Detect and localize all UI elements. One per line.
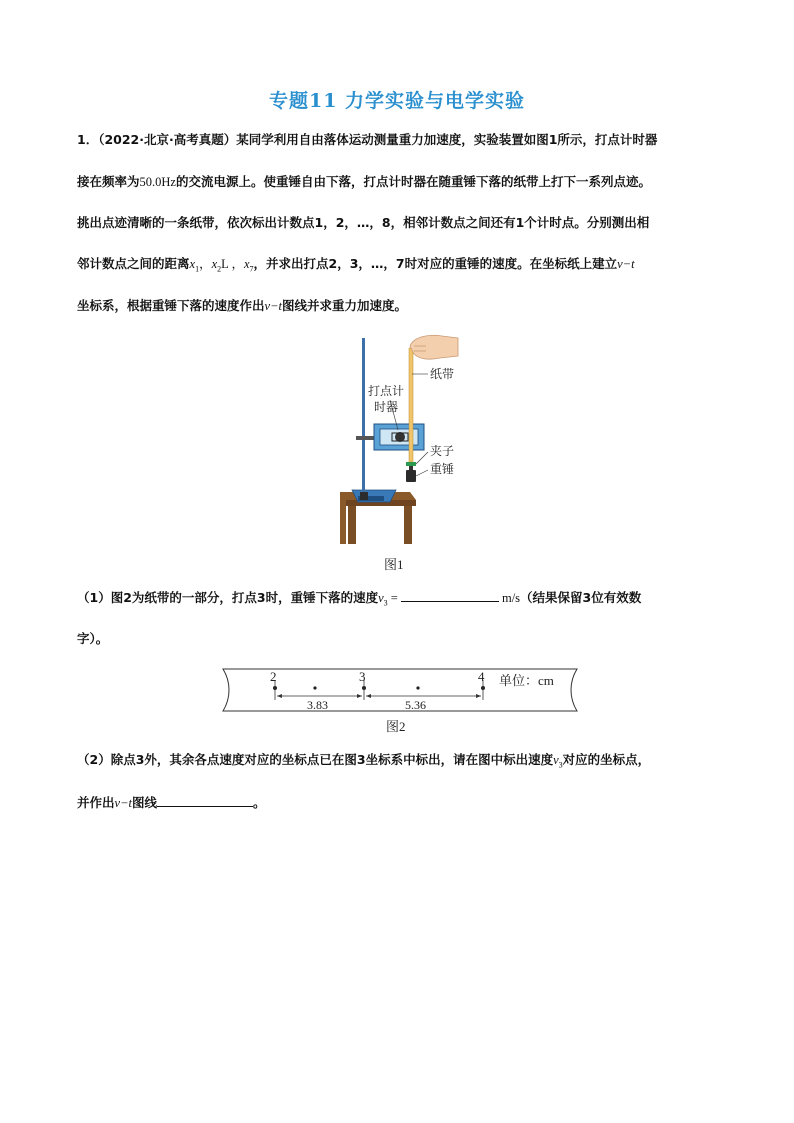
point-label-2: 2 — [270, 669, 277, 684]
part1-text-b: （结果保留3位有效数 — [520, 590, 642, 605]
weight-shape — [406, 470, 416, 482]
var-v3: v — [378, 591, 384, 605]
point-label-3: 3 — [359, 669, 366, 684]
part2-line2 — [77, 794, 727, 811]
var-x7: x — [243, 257, 250, 271]
tape-point — [416, 686, 419, 689]
label-weight: 重锤 — [430, 462, 455, 476]
timer-box — [374, 424, 424, 450]
unit-ms: m/s — [501, 591, 521, 605]
q1-line4-text-b: ，并求出打点2，3，…，7时对应的重锤的速度。在坐标纸上建立 — [253, 256, 618, 271]
var-vt-2: v−t — [264, 299, 282, 313]
q1-line2-text-b: 的交流电源上。使重锤自由下落，打点计时器在随重锤下落的纸带上打下一系列点迹。 — [175, 174, 651, 189]
figure-2-tape — [215, 666, 585, 718]
distance-label-1: 3.83 — [307, 698, 328, 712]
var-vt: v−t — [617, 257, 635, 271]
figure-1-apparatus — [330, 332, 470, 547]
var-v3-sub: 3 — [383, 598, 388, 608]
q1-line3: 挑出点迹清晰的一条纸带，依次标出计数点1，2，…，8，相邻计数点之间还有1个计时点。分别测出相 — [77, 215, 650, 230]
part1-text-a: （1）图2为纸带的一部分，打点3时，重锤下落的速度 — [77, 590, 379, 605]
part1-line2: 字）。 — [77, 631, 109, 646]
label-timer: 打点计 — [368, 384, 405, 398]
q1-line5-text-b: 图线并求重力加速度。 — [281, 298, 407, 313]
tape-point — [313, 686, 316, 689]
q1-line5-text-a: 坐标系，根据重锤下落的速度作出 — [77, 298, 265, 313]
frequency-value: 50.0Hz — [139, 175, 176, 189]
var-v3-2-sub: 3 — [558, 760, 563, 770]
var-x1-sub: 1 — [195, 264, 200, 274]
clip-shape — [406, 462, 416, 466]
var-x1: x — [189, 257, 196, 271]
equals-sign: = — [387, 591, 401, 605]
distance-label-2: 5.36 — [405, 698, 426, 712]
var-vt-3: v−t — [114, 796, 132, 810]
var-x7-sub: 7 — [249, 264, 254, 274]
paper-tape — [409, 348, 413, 462]
label-tape: 纸带 — [430, 367, 455, 381]
var-v3-2: v — [553, 753, 559, 767]
var-x2: x — [211, 257, 218, 271]
stand-base — [352, 490, 396, 502]
clamp-arm — [356, 436, 376, 440]
label-clip: 夹子 — [430, 444, 455, 458]
label-timer-2: 时器 — [374, 400, 399, 414]
point-label-4: 4 — [478, 669, 485, 684]
q1-line1: 1．（2022·北京·高考真题）某同学利用自由落体运动测量重力加速度，实验装置如图1所示，打点计时器 — [77, 132, 658, 147]
q1-line2 — [77, 174, 727, 190]
var-x2-sub: 2 — [217, 264, 222, 274]
rod-base-knob — [360, 492, 368, 500]
part2-text-b: 对应的坐标点， — [562, 752, 651, 767]
var-dots: L ， — [221, 257, 244, 271]
q1-line5 — [77, 298, 727, 314]
q1-line2-text-a: 接在频率为 — [77, 174, 140, 189]
part2-text-e: 。 — [253, 795, 266, 810]
answer-blank-2[interactable] — [157, 794, 253, 807]
part2-text-a: （2）除点3外，其余各点速度对应的坐标点已在图3坐标系中标出，请在图中标出速度 — [77, 752, 554, 767]
answer-blank-1[interactable] — [401, 589, 499, 602]
q1-line4: 邻计数点之间的距离$x_1$，$x_2L$ ，$x_7$，并求出打点2，3，…，7时对应的重锤的速度。在坐标纸上建立v−t — [77, 256, 635, 274]
unit-label: 单位：cm — [499, 673, 554, 688]
part2-text-c: 并作出 — [77, 795, 115, 810]
part2-line1 — [77, 752, 727, 774]
page-title: 专题11 力学实验与电学实验 — [268, 90, 526, 112]
figure-2-caption: 图2 — [386, 719, 406, 734]
hand-shape — [410, 335, 458, 359]
figure-1-caption: 图1 — [384, 557, 404, 572]
part1-line1 — [77, 589, 727, 612]
stand-rod — [362, 338, 365, 493]
q1-line4-text-a: 邻计数点之间的距离 — [77, 256, 190, 271]
part2-text-d: 图线 — [131, 795, 157, 810]
